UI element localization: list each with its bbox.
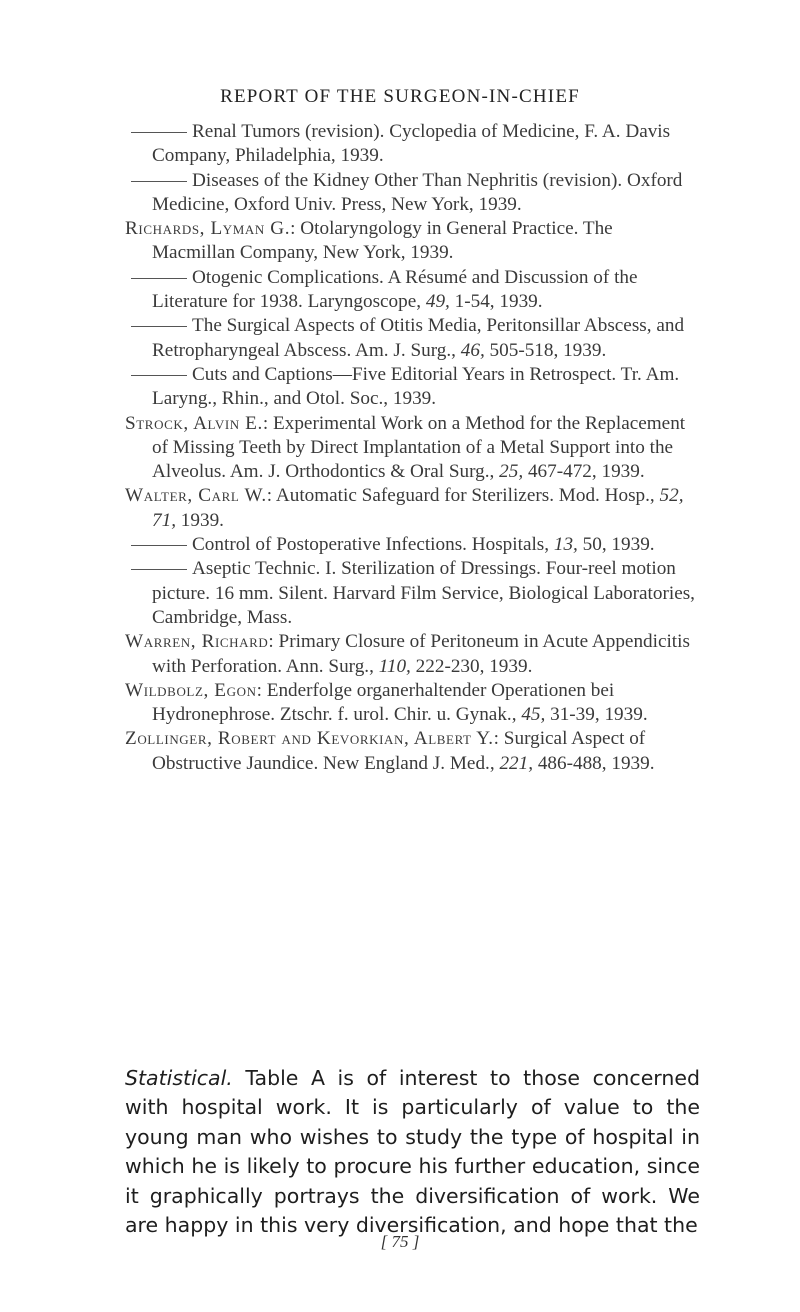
reference-entry bbox=[125, 363, 700, 412]
reference-text: : Automatic Safeguard for Sterilizers. Mod. Hosp., bbox=[266, 485, 660, 507]
reference-text: : Surgical Aspect of Obstructive Jaundice. New England J. Med., bbox=[152, 728, 646, 774]
reference-author: Richards, Lyman G. bbox=[125, 218, 291, 240]
ditto-dash bbox=[131, 181, 187, 182]
reference-text: The Surgical Aspects of Otitis Media, Peritonsillar Abscess, and Retropharyngeal Abscess. Am. J. Surg., bbox=[152, 315, 685, 361]
reference-volume: 49, bbox=[425, 291, 450, 313]
statistical-body: Table A is of interest to those concerned with hospital work. It is particularly of value to the young man who wishes to study the type of hospital in which he is likely to procure his further education, since it graphically portrays the diversification of work. We are happy in this very diversification, and hope that the bbox=[125, 1065, 700, 1238]
statistical-paragraph bbox=[125, 1064, 700, 1242]
reference-entry bbox=[125, 727, 700, 776]
reference-volume: 110, bbox=[378, 655, 411, 677]
ditto-dash bbox=[131, 569, 187, 570]
reference-text: Cuts and Captions—Five Editorial Years in Retrospect. Tr. Am. Laryng., Rhin., and Otol. Soc., 1939. bbox=[152, 363, 680, 410]
reference-pages-year: 50, 1939. bbox=[577, 534, 655, 556]
reference-text: Otogenic Complications. A Résumé and Discussion of the Literature for 1938. Laryngoscope, bbox=[152, 266, 638, 313]
reference-entry bbox=[125, 266, 700, 315]
reference-author: Wildbolz, Egon bbox=[125, 679, 257, 701]
reference-author: Walter, Carl W. bbox=[125, 485, 267, 507]
reference-entry bbox=[125, 533, 700, 557]
reference-author: Strock, Alvin E. bbox=[125, 412, 263, 434]
reference-volume: 13, bbox=[553, 534, 578, 556]
reference-entry bbox=[125, 679, 700, 728]
reference-pages-year: 486-488, 1939. bbox=[533, 752, 655, 774]
reference-text: : Otolaryngology in General Practice. The Macmillan Company, New York, 1939. bbox=[152, 218, 613, 264]
reference-entry bbox=[125, 484, 700, 533]
reference-pages-year: 467-472, 1939. bbox=[523, 461, 645, 483]
reference-entry bbox=[125, 120, 700, 169]
reference-author: Warren, Richard bbox=[125, 631, 269, 653]
reference-pages-year: 222-230, 1939. bbox=[410, 655, 533, 677]
reference-pages-year: 505-518, 1939. bbox=[484, 339, 607, 361]
reference-volume: 46, bbox=[460, 339, 485, 361]
ditto-dash bbox=[131, 375, 187, 376]
reference-text: Renal Tumors (revision). Cyclopedia of Medicine, F. A. Davis Company, Philadelphia, 1939. bbox=[152, 121, 671, 167]
reference-entry bbox=[125, 412, 700, 485]
reference-pages-year: 1939. bbox=[175, 509, 224, 531]
ditto-dash bbox=[131, 278, 187, 279]
reference-text: : Primary Closure of Peritoneum in Acute Appendicitis with Perforation. Ann. Surg., bbox=[152, 631, 690, 677]
reference-volume: 45, bbox=[521, 704, 546, 726]
reference-text: : Enderfolge organerhaltender Operationen bei Hydronephrose. Ztschr. f. urol. Chir. u. Gynak., bbox=[152, 679, 615, 726]
reference-text: Aseptic Technic. I. Sterilization of Dressings. Four-reel motion picture. 16 mm. Silent. Harvard Film Service, Biological Laboratories, Cambridge, Mass. bbox=[152, 558, 695, 628]
reference-volume: 25, bbox=[499, 461, 524, 483]
reference-text: Diseases of the Kidney Other Than Nephritis (revision). Oxford Medicine, Oxford Univ. Press, New York, 1939. bbox=[152, 169, 683, 215]
reference-volume: 52, 71, bbox=[152, 485, 684, 531]
reference-pages-year: 1-54, 1939. bbox=[449, 291, 543, 313]
reference-entry bbox=[125, 630, 700, 679]
statistical-heading: Statistical. bbox=[125, 1065, 233, 1090]
reference-list bbox=[125, 120, 700, 776]
ditto-dash bbox=[131, 132, 187, 133]
reference-entry bbox=[125, 169, 700, 218]
ditto-dash bbox=[131, 545, 187, 546]
reference-author: Zollinger, Robert and Kevorkian, Albert Y. bbox=[125, 728, 494, 750]
reference-entry bbox=[125, 314, 700, 363]
running-head: REPORT OF THE SURGEON-IN-CHIEF bbox=[220, 86, 580, 107]
reference-volume: 221, bbox=[499, 752, 534, 774]
reference-pages-year: 31-39, 1939. bbox=[545, 704, 648, 726]
ditto-dash bbox=[131, 326, 187, 327]
reference-text: Control of Postoperative Infections. Hospitals, bbox=[192, 534, 554, 556]
reference-entry bbox=[125, 557, 700, 630]
page-number: [ 75 ] bbox=[380, 1232, 420, 1251]
reference-entry bbox=[125, 217, 700, 266]
reference-text: : Experimental Work on a Method for the Replacement of Missing Teeth by Direct Implantation of a Metal Support into the Alveolus. Am. J. Orthodontics & Oral Surg., bbox=[152, 412, 686, 483]
